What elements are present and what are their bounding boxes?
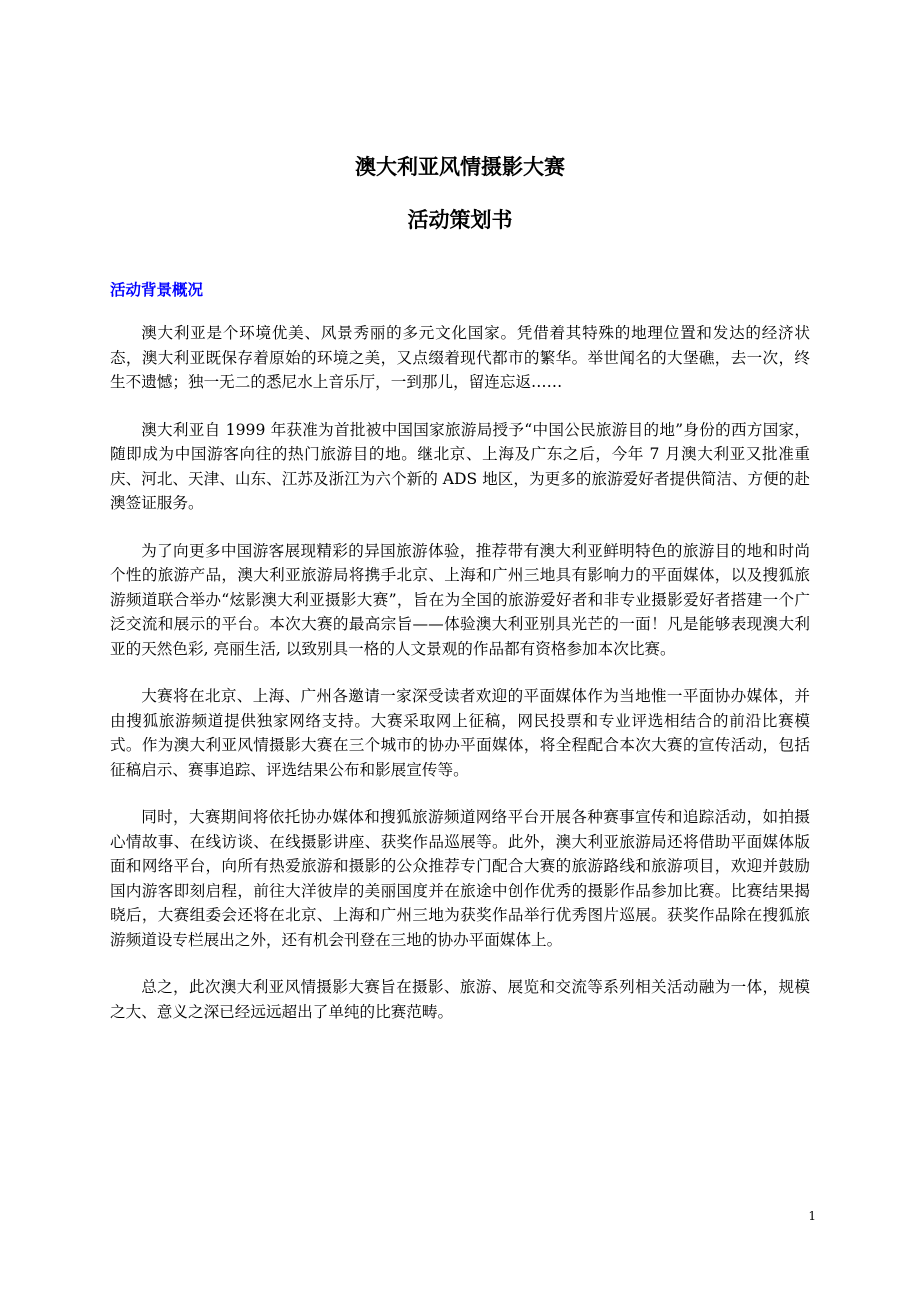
section-heading-background: 活动背景概况 [110, 281, 204, 299]
paragraph-contest-purpose: 为了向更多中国游客展现精彩的异国旅游体验，推荐带有澳大利亚鲜明特色的旅游目的地和时尚个性的旅游产品，澳大利亚旅游局将携手北京、上海和广州三地具有影响力的平面媒体，以及搜狐旅游频道联合举办“炫影澳大利亚摄影大赛”，旨在为全国的旅游爱好者和非专业摄影爱好者搭建一个广泛交流和展示的平台。本次大赛的最高宗旨——体验澳大利亚别具光芒的一面！凡是能够表现澳大利亚的天然色彩, 亮丽生活, 以致别具一格的人文景观的作品都有资格参加本次比赛。 [110, 541, 810, 658]
document-title: 澳大利亚风情摄影大赛 [355, 155, 565, 179]
paragraph-intro: 澳大利亚是个环境优美、风景秀丽的多元文化国家。凭借着其特殊的地理位置和发达的经济状态，澳大利亚既保存着原始的环境之美，又点缀着现代都市的繁华。举世闻名的大堡礁，去一次，终生不遗憾；独一无二的悉尼水上音乐厅，一到那儿，留连忘返…… [110, 324, 810, 391]
page-number: 1 [808, 1209, 816, 1223]
document-subtitle: 活动策划书 [407, 208, 513, 232]
paragraph-media-partners: 大赛将在北京、上海、广州各邀请一家深受读者欢迎的平面媒体作为当地惟一平面协办媒体，并由搜狐旅游频道提供独家网络支持。大赛采取网上征稿，网民投票和专业评选相结合的前沿比赛模式。作为澳大利亚风情摄影大赛在三个城市的协办平面媒体，将全程配合本次大赛的宣传活动，包括征稿启示、赛事追踪、评选结果公布和影展宣传等。 [110, 687, 810, 779]
paragraph-summary: 总之，此次澳大利亚风情摄影大赛旨在摄影、旅游、展览和交流等系列相关活动融为一体，规模之大、意义之深已经远远超出了单纯的比赛范畴。 [110, 978, 810, 1021]
paragraph-promotion-activities: 同时，大赛期间将依托协办媒体和搜狐旅游频道网络平台开展各种赛事宣传和追踪活动，如拍摄心情故事、在线访谈、在线摄影讲座、获奖作品巡展等。此外，澳大利亚旅游局还将借助平面媒体版面和网络平台，向所有热爱旅游和摄影的公众推荐专门配合大赛的旅游路线和旅游项目，欢迎并鼓励国内游客即刻启程，前往大洋彼岸的美丽国度并在旅途中创作优秀的摄影作品参加比赛。比赛结果揭晓后，大赛组委会还将在北京、上海和广州三地为获奖作品举行优秀图片巡展。获奖作品除在搜狐旅游频道设专栏展出之外，还有机会刊登在三地的协办平面媒体上。 [110, 808, 810, 949]
paragraph-ads-status: 澳大利亚自 1999 年获准为首批被中国国家旅游局授予“中国公民旅游目的地”身份的西方国家，随即成为中国游客向往的热门旅游目的地。继北京、上海及广东之后，今年 7 月澳大利亚又批准重庆、河北、天津、山东、江苏及浙江为六个新的 ADS 地区，为更多的旅游爱好者提供简洁、方便的赴澳签证服务。 [110, 420, 810, 512]
body-text [110, 321, 810, 1047]
